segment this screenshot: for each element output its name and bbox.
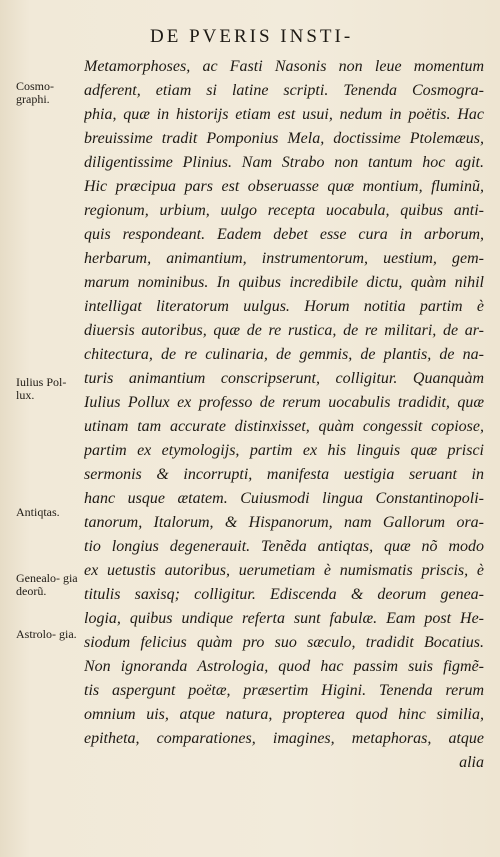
text-line: phia, quæ in historijs etiam est usui, nedum in poëtis. Hac: [84, 106, 484, 123]
text-line: epitheta, comparationes, imagines, metaphoras, atque: [84, 730, 484, 747]
margin-note-cosmographi: Cosmo- graphi.: [16, 79, 55, 106]
margin-note-iulius-pollux: Iulius Pol- lux.: [16, 375, 67, 402]
text-line: tis aspergunt poëtæ, præsertim Higini. Tenenda rerum: [84, 682, 484, 699]
text-line: logia, quibus undique referta sunt fabulæ. Eam post He-: [84, 610, 484, 627]
text-line: tio longius degenerauit. Tenẽda antiqtas, quæ nõ modo: [84, 538, 484, 555]
text-line: intelligat literatorum uulgus. Horum notitia partim è: [84, 298, 484, 315]
margin-note-genealogia-deorum: Genealo- gia deorũ.: [16, 571, 78, 598]
text-line: utinam tam accurate distinxisset, quàm congessit copiose,: [84, 418, 484, 435]
text-line: sermonis & incorrupti, manifesta uestigia seruant in: [84, 466, 484, 483]
text-line: Hic præcipua pars est obseruasse quæ montium, fluminũ,: [84, 178, 484, 195]
running-header: DE PVERIS INSTI-: [150, 26, 354, 47]
text-line: ex uetustis autoribus, uerumetiam è numismatis priscis, è: [84, 562, 484, 579]
text-line: regionum, urbium, uulgo recepta uocabula, quibus anti-: [84, 202, 484, 219]
text-line: siodum felicius quàm pro suo sæculo, tradidit Bocatius.: [84, 634, 484, 651]
text-line: breuissime tradit Pomponius Mela, doctissime Ptolemæus,: [84, 130, 484, 147]
text-line: diuersis autoribus, quæ de re rustica, de re militari, de ar-: [84, 322, 484, 339]
text-line: diligentissime Plinius. Nam Strabo non tantum hoc agit.: [84, 154, 484, 171]
catchword: alia: [459, 754, 484, 771]
body-text: [84, 55, 484, 775]
text-line: tanorum, Italorum, & Hispanorum, nam Gallorum ora-: [84, 514, 484, 531]
text-line: hanc usque ætatem. Cuiusmodi lingua Constantinopoli-: [84, 490, 484, 507]
text-line: Iulius Pollux ex professo de rerum uocabulis tradidit, quæ: [84, 394, 484, 411]
margin-note-astrologia: Astrolo- gia.: [16, 627, 77, 641]
margin-note-antiquitas: Antiqtas.: [16, 505, 60, 519]
text-line: turis animantium conscripserunt, colligitur. Quanquàm: [84, 370, 484, 387]
text-line: titulis saxisq; colligitur. Ediscenda & deorum genea-: [84, 586, 484, 603]
text-line: omnium uis, atque natura, propterea quod hinc similia,: [84, 706, 484, 723]
text-line: adferent, etiam si latine scripti. Tenenda Cosmogra-: [84, 82, 484, 99]
text-line: Non ignoranda Astrologia, quod hac passim suis figmẽ-: [84, 658, 484, 675]
text-line: partim ex etymologijs, partim ex his linguis quæ prisci: [84, 442, 484, 459]
text-line: Metamorphoses, ac Fasti Nasonis non leue momentum: [84, 58, 484, 75]
text-line: quis respondeant. Eadem debet esse cura in arborum,: [84, 226, 484, 243]
text-line: herbarum, animantium, instrumentorum, uestium, gem-: [84, 250, 484, 267]
text-line: chitectura, de re culinaria, de gemmis, de plantis, de na-: [84, 346, 484, 363]
text-line: marum nominibus. In quibus incredibile dictu, quàm nihil: [84, 274, 484, 291]
